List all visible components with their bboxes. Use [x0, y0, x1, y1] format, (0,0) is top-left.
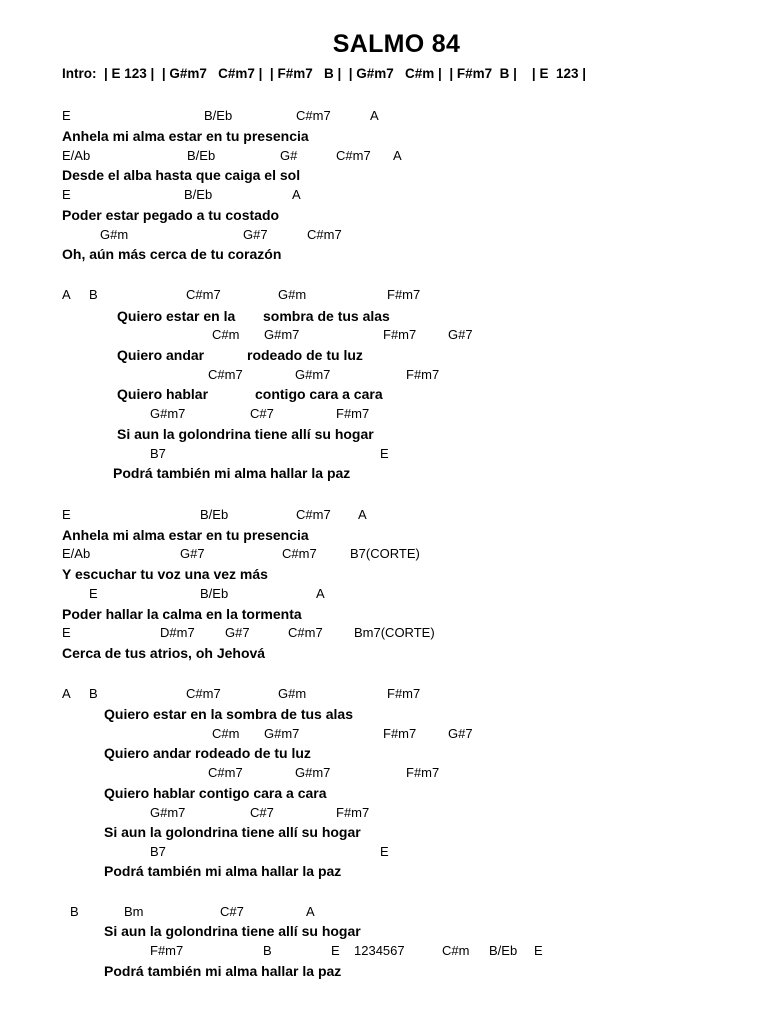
chord: F#m7 [387, 287, 421, 302]
chord: A [62, 686, 71, 701]
chord: G#m7 [295, 367, 331, 382]
lyric-line: Quiero andar rodeado de tu luz [104, 745, 311, 761]
lyric-line: Si aun la golondrina tiene allí su hogar [117, 426, 374, 442]
chord: D#m7 [160, 625, 195, 640]
lyric-line: Quiero hablar contigo cara a cara [104, 785, 327, 801]
chord: G#m7 [264, 327, 300, 342]
lyric-line: Anhela mi alma estar en tu presencia [62, 128, 309, 144]
chord: C#7 [250, 406, 274, 421]
chord: G#m7 [150, 406, 186, 421]
chord: F#m7 [406, 367, 440, 382]
chord: E [62, 507, 71, 522]
chord: B/Eb [204, 108, 233, 123]
chord: G# [280, 148, 298, 163]
chord: B [89, 287, 98, 302]
chord: B/Eb [187, 148, 216, 163]
lyric-line: Podrá también mi alma hallar la paz [113, 465, 351, 481]
lyric-line: Quiero estar en la [117, 308, 236, 324]
lyric-line: Anhela mi alma estar en tu presencia [62, 527, 309, 543]
lyric-line: Poder hallar la calma en la tormenta [62, 606, 302, 622]
lyric-line: Cerca de tus atrios, oh Jehová [62, 645, 266, 661]
chord: E [380, 844, 389, 859]
chord: B [89, 686, 98, 701]
lyric-line: sombra de tus alas [263, 308, 390, 324]
chord: G#7 [448, 327, 473, 342]
chord: E [380, 446, 389, 461]
chord: G#m7 [295, 765, 331, 780]
chord: G#7 [225, 625, 250, 640]
chord: E [62, 108, 71, 123]
chord: A [358, 507, 367, 522]
chord: Bm7(CORTE) [354, 625, 435, 640]
chord: C#m [212, 726, 240, 741]
chord: B/Eb [184, 187, 213, 202]
chord: E/Ab [62, 148, 91, 163]
chord: C#7 [220, 904, 244, 919]
chord: 1234567 [354, 943, 405, 958]
lyric-line: Podrá también mi alma hallar la paz [104, 963, 342, 979]
chord: C#m7 [296, 108, 331, 123]
chord: G#7 [180, 546, 205, 561]
lyric-line: Desde el alba hasta que caiga el sol [62, 167, 301, 183]
chord: G#m [100, 227, 129, 242]
chord: G#m7 [150, 805, 186, 820]
chord: C#m [442, 943, 470, 958]
chord: B/Eb [489, 943, 518, 958]
lyric-line: Quiero hablar [117, 386, 209, 402]
chord: C#m7 [307, 227, 342, 242]
chord: C#m7 [186, 686, 221, 701]
lyric-line: Quiero andar [117, 347, 205, 363]
chord: G#m [278, 686, 307, 701]
chord: B7(CORTE) [350, 546, 420, 561]
chord: E/Ab [62, 546, 91, 561]
chord: E [89, 586, 98, 601]
chord: C#m7 [296, 507, 331, 522]
chord: B [70, 904, 79, 919]
chord: C#m7 [208, 765, 243, 780]
lyric-line: Si aun la golondrina tiene allí su hogar [104, 923, 361, 939]
chord: E [331, 943, 340, 958]
chord: B/Eb [200, 507, 229, 522]
lyric-line: Si aun la golondrina tiene allí su hogar [104, 824, 361, 840]
song-title: SALMO 84 [332, 30, 461, 58]
chord: C#m7 [208, 367, 243, 382]
chord: C#m [212, 327, 240, 342]
lyric-line: Y escuchar tu voz una vez más [62, 566, 268, 582]
chord: C#7 [250, 805, 274, 820]
chord: A [316, 586, 325, 601]
lyric-line: Poder estar pegado a tu costado [62, 207, 280, 223]
chord: E [62, 187, 71, 202]
chord: F#m7 [336, 805, 370, 820]
chord: G#m [278, 287, 307, 302]
chord: C#m7 [336, 148, 371, 163]
lyric-line: contigo cara a cara [255, 386, 383, 402]
chord: B [263, 943, 272, 958]
chord: C#m7 [288, 625, 323, 640]
lyric-line: Oh, aún más cerca de tu corazón [62, 246, 282, 262]
chord: B/Eb [200, 586, 229, 601]
chord: F#m7 [387, 686, 421, 701]
chord: G#7 [243, 227, 268, 242]
chord: F#m7 [406, 765, 440, 780]
chord: F#m7 [383, 726, 417, 741]
chord: E [62, 625, 71, 640]
chord: G#m7 [264, 726, 300, 741]
chord: C#m7 [282, 546, 317, 561]
chord: C#m7 [186, 287, 221, 302]
chord: A [292, 187, 301, 202]
chord: F#m7 [336, 406, 370, 421]
chord: G#7 [448, 726, 473, 741]
lyric-line: rodeado de tu luz [247, 347, 363, 363]
chord: B7 [150, 446, 166, 461]
chord: A [62, 287, 71, 302]
chord: F#m7 [383, 327, 417, 342]
lyric-line: Podrá también mi alma hallar la paz [104, 863, 342, 879]
chord: A [370, 108, 379, 123]
chord: Bm [124, 904, 144, 919]
lyric-line: Quiero estar en la sombra de tus alas [104, 706, 353, 722]
chord: A [393, 148, 402, 163]
chord: E [534, 943, 543, 958]
chord: F#m7 [150, 943, 184, 958]
chord: B7 [150, 844, 166, 859]
intro-line: Intro: | E 123 | | G#m7 C#m7 | | F#m7 B | | G#m7 C#m | | F#m7 B | | E 123 | [62, 66, 587, 81]
chord: A [306, 904, 315, 919]
